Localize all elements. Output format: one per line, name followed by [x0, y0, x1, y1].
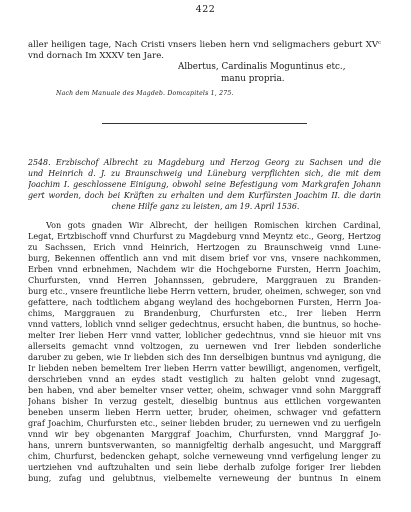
section-divider: [102, 123, 307, 124]
signature-note: manu propria.: [221, 74, 285, 84]
body-line: chim, Churfurst, bedencken gehapt, solche verneweung vnnd verfigelung lenger zu: [28, 451, 381, 461]
regest-line: und Heinrich d. J. zu Braunschweig und Lüneburg verpflichten sich, die mit dem: [28, 169, 381, 178]
body-line: vnnd wir bey obgenanten Marggraf Joachim, Churfursten, vnnd Marggraf Jo-: [28, 429, 381, 439]
body-line: burg etc., vnsere freuntliche liebe Herrn vettern, bruder, oheimen, schweger, son vnd: [28, 286, 381, 296]
body-line: uertziehen vnd auftzuhalten und sein liebe derhalb zufolge foriger Irer liebden: [28, 462, 381, 472]
body-line: Ir liebden neben bemeltem Irer lieben Herrn vatter bewilligt, angenomen, verfigelt,: [28, 363, 381, 373]
regest-line: 2548. Erzbischof Albrecht zu Magdeburg und Herzog Georg zu Sachsen und die: [28, 158, 381, 167]
body-line: gefattere, nach todtlichem abgang weyland des hochgebornen Fursten, Herrn Joa-: [28, 297, 381, 307]
regest-line: Joachim I. geschlossene Einigung, obwohl seine Befestigung vom Markgrafen Johann: [28, 180, 381, 189]
body-line: Johans bisher In verzug gestelt, dieselbig buntnus aus ettlichen vorgewanten: [28, 396, 381, 406]
body-line: melter Irer lieben Herr vnnd vatter, loblicher gedechtnus, vnnd sie hieuor mit vns: [28, 330, 381, 340]
signature-name: Albertus, Cardinalis Moguntinus etc.,: [178, 62, 346, 72]
body-line: burg, Bekennen offentlich ann vnd mit disem brief vor vns, vnsere nachkommen,: [28, 253, 381, 263]
body-line: daruber zu geben, wie Ir liebden sich des Inn derselbigen buntnus vnd aynigung, die: [28, 352, 381, 362]
body-line: Churfursten, vnnd Herren Johannssen, gebrudere, Marggrauen zu Branden-: [28, 275, 381, 285]
body-line: allerseits gemacht vnnd voltzogen, zu uernewen vnd Irer liebden sonderliche: [28, 341, 381, 351]
body-line: bung, zufag und gelubtnus, vielbemelte verneweung der buntnus In einem: [28, 473, 381, 483]
source-note: Nach dem Manuale des Magdeb. Domcapitels 1, 275.: [56, 90, 234, 97]
regest-line: chene Hilfe ganz zu leisten, am 19. April 1536.: [111, 202, 300, 211]
body-line: Erben vnnd erbnehmen, Nachdem wir die Hochgeborne Fursten, Herrn Joachim,: [28, 264, 381, 274]
body-line: vnnd vatters, loblich vnnd seliger gedechtnus, ersucht haben, die buntnus, so hoche-: [28, 319, 381, 329]
text-line: aller heiligen tage, Nach Cristi vnsers lieben hern vnd seligmachers geburt XVᶜ: [28, 40, 381, 50]
body-line: beneben unserm lieben Herrn uetter, bruder, oheimen, schwager vnd gefattern: [28, 407, 381, 417]
regest-line: gert worden, doch bei Kräften zu erhalten und dem Kurfürsten Joachim II. die darin: [28, 191, 381, 200]
body-line: graf Joachim, Churfursten etc., seiner liebden bruder, zu uernewen vnd zu uerfigeln: [28, 418, 381, 428]
body-line: ben haben, vnd aber bemelter vnser vetter, oheim, schwager vnnd sohn Marggraff: [28, 385, 381, 395]
text-line: vnd dornach Im XXXV ten Jare.: [28, 51, 165, 61]
body-line: derschrieben vnnd an eydes stadt vestiglich zu halten gelobt vnnd zugesagt,: [28, 374, 381, 384]
body-line: Legat, Ertzbischoff vnnd Churfurst zu Magdeburg vnnd Meyntz etc., Georg, Hertzog: [28, 231, 381, 241]
page-number: 422: [195, 4, 216, 15]
body-line: Von gots gnaden Wir Albrecht, der heiligen Romischen kirchen Cardinal,: [46, 220, 381, 230]
body-line: hans, unrern buntsverwanten, so mannigfeltig derhalb angesucht, und Marggraff: [28, 440, 381, 450]
body-line: chims, Marggrauen zu Brandenburg, Churfursten etc., Irer lieben Herrn: [28, 308, 381, 318]
body-line: zu Sachssen, Erich vnnd Heinrich, Hertzogen zu Braunschweig vnnd Lune-: [28, 242, 381, 252]
